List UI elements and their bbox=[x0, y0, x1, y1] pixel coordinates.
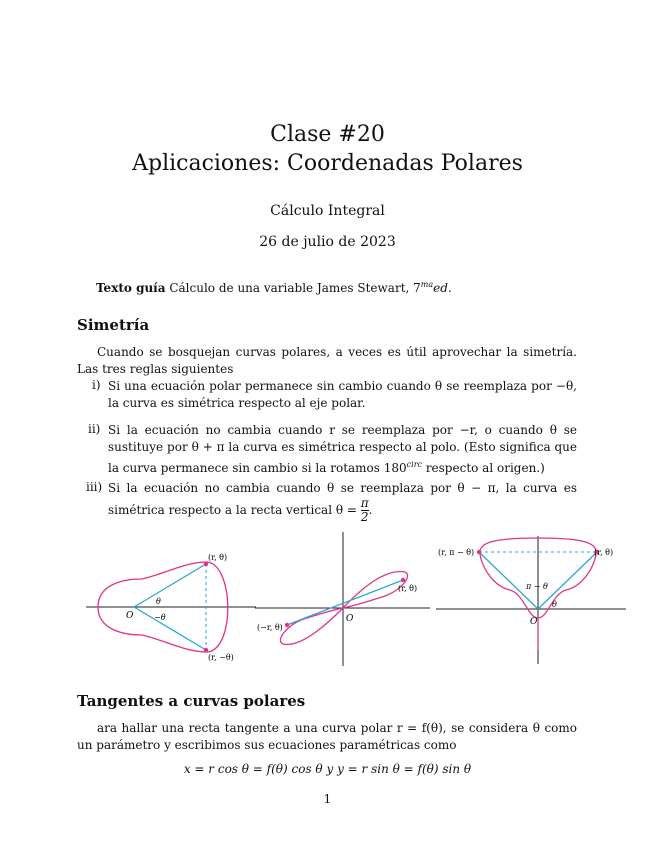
label-angle-theta: θ bbox=[156, 597, 161, 606]
guide-suffix: ed. bbox=[433, 281, 452, 295]
title-line-1: Clase #20 bbox=[270, 122, 385, 147]
rule-ii-text-a: Si la ecuación no cambia cuando r se reemplaza por −r, o cuando θ se sustituye por θ + π la curva es simétrica respecto al polo. (Esto significa que la curva permanece sin cambio si la rotamos 180 bbox=[108, 423, 577, 475]
date: 26 de julio de 2023 bbox=[259, 234, 396, 250]
rule-ii-text-b: respecto al origen.) bbox=[422, 461, 545, 475]
point-bottom bbox=[285, 623, 289, 627]
section-heading-tangents: Tangentes a curvas polares bbox=[77, 692, 306, 710]
rule-ii-sup: circ bbox=[406, 460, 422, 469]
point-bottom bbox=[204, 648, 208, 652]
page-number: 1 bbox=[323, 792, 332, 806]
label-point-top: (r, θ) bbox=[398, 584, 418, 593]
fraction-denominator: 2 bbox=[360, 510, 369, 524]
fraction-numerator: π bbox=[360, 496, 369, 510]
rule-iii-text bbox=[108, 480, 577, 524]
label-angle-pi-minus-theta: π − θ bbox=[526, 582, 548, 591]
rule-i-text: Si una ecuación polar permanece sin cambio cuando θ se reemplaza por −θ, la curva es simétrica respecto al eje polar. bbox=[108, 379, 577, 410]
ray-right bbox=[538, 552, 597, 609]
point-left bbox=[477, 550, 481, 554]
label-angle-theta: θ bbox=[552, 600, 557, 609]
fraction bbox=[361, 497, 369, 524]
label-angle-minus-theta: −θ bbox=[154, 613, 166, 622]
rule-iii-text-a: Si la ecuación no cambia cuando θ se reemplaza por θ − π, la curva es simétrica respecto a la recta vertical θ = bbox=[108, 481, 577, 517]
figure-polar-axis-symmetry bbox=[86, 540, 256, 670]
rule-ii-text bbox=[108, 422, 577, 477]
label-origin: O bbox=[530, 617, 538, 627]
rule-number: iii) bbox=[86, 480, 103, 494]
title-line-2: Aplicaciones: Coordenadas Polares bbox=[132, 151, 523, 176]
ray-left bbox=[479, 552, 538, 609]
course-name: Cálculo Integral bbox=[270, 203, 385, 219]
rule-number: ii) bbox=[88, 422, 101, 436]
guide-label: Texto guía bbox=[96, 281, 166, 295]
rule-iii-text-b: . bbox=[368, 503, 373, 517]
figure-vertical-symmetry bbox=[436, 534, 626, 668]
point-top bbox=[204, 562, 208, 566]
label-point-bottom: (−r, θ) bbox=[257, 623, 283, 632]
rule-number: i) bbox=[92, 378, 101, 392]
label-point-bottom: (r, −θ) bbox=[208, 653, 234, 662]
guide-sup: ma bbox=[420, 280, 434, 289]
label-origin: O bbox=[126, 611, 134, 621]
figure-pole-symmetry bbox=[255, 530, 430, 670]
point-top bbox=[401, 578, 405, 582]
label-point-right: (r, θ) bbox=[594, 548, 614, 557]
tangents-text: ara hallar una recta tangente a una curva polar r = f(θ), se considera θ como un parámetro y escribimos sus ecuaciones paramétricas como bbox=[77, 721, 577, 752]
guide-book: Cálculo de una variable James Stewart, 7 bbox=[169, 281, 421, 295]
label-point-left: (r, π − θ) bbox=[438, 548, 475, 557]
symmetry-intro: Cuando se bosquejan curvas polares, a veces es útil aprovechar la simetría. Las tres reglas siguientes bbox=[77, 345, 577, 376]
label-point-top: (r, θ) bbox=[208, 553, 228, 562]
label-origin: O bbox=[346, 614, 354, 624]
parametric-equation: x = r cos θ = f(θ) cos θ y y = r sin θ = f(θ) sin θ bbox=[183, 762, 472, 776]
section-heading-symmetry: Simetría bbox=[77, 316, 150, 334]
guide-text bbox=[96, 280, 452, 295]
ray-through-pole bbox=[287, 580, 403, 625]
